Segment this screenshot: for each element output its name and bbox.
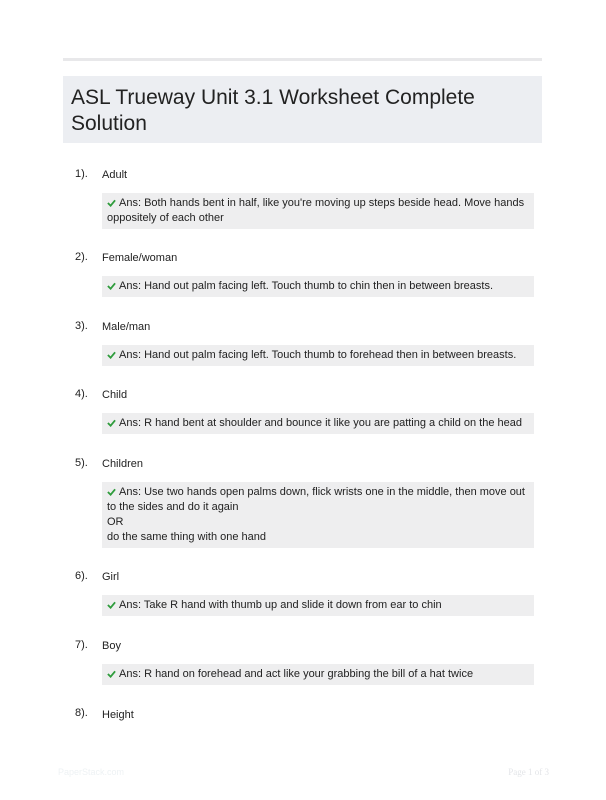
check-icon [107,670,116,678]
check-icon [107,351,116,359]
question-text: Adult [102,169,128,181]
check-icon [107,199,116,207]
question-text: Children [102,458,143,470]
answer-box [102,345,534,366]
answer-line: do the same thing with one hand [107,531,267,543]
question-number: 6). [75,570,88,582]
top-divider [63,58,542,61]
question-number: 7). [75,639,88,651]
question-number: 8). [75,707,88,719]
question-text: Boy [102,640,121,652]
question-text: Female/woman [102,252,178,264]
question-text: Child [102,389,128,401]
title-banner [63,76,542,143]
page-title: ASL Trueway Unit 3.1 Worksheet Complete Solution [71,86,475,135]
answer-box [102,276,534,297]
question-text: Girl [102,571,120,583]
question-number: 1). [75,168,88,180]
question-text: Male/man [102,321,151,333]
answer-line: Ans: Hand out palm facing left. Touch thumb to chin then in between breasts. [119,280,494,292]
check-icon [107,601,116,609]
answer-line: OR [107,516,124,528]
answer-line: Ans: Hand out palm facing left. Touch thumb to forehead then in between breasts. [119,349,517,361]
answer-box [102,413,534,434]
answer-box [102,193,534,229]
answer-line: Ans: R hand on forehead and act like your grabbing the bill of a hat twice [119,668,474,680]
answer-line: Ans: Both hands bent in half, like you're moving up steps beside head. Move hands oppositely of each other [107,197,525,224]
page-number: Page 1 of 3 [508,767,549,777]
answer-box [102,664,534,685]
check-icon [107,282,116,290]
check-icon [107,419,116,427]
answer-box [102,482,534,548]
question-text: Height [102,709,134,721]
answer-box [102,595,534,616]
check-icon [107,488,116,496]
answer-line: Ans: Use two hands open palms down, flick wrists one in the middle, then move out to the sides and do it again [107,486,525,513]
question-number: 3). [75,320,88,332]
answer-line: Ans: R hand bent at shoulder and bounce it like you are patting a child on the head [119,417,523,429]
question-number: 5). [75,457,88,469]
question-number: 2). [75,251,88,263]
question-number: 4). [75,388,88,400]
answer-line: Ans: Take R hand with thumb up and slide it down from ear to chin [119,599,442,611]
footer-watermark: PaperStack.com [58,767,125,777]
